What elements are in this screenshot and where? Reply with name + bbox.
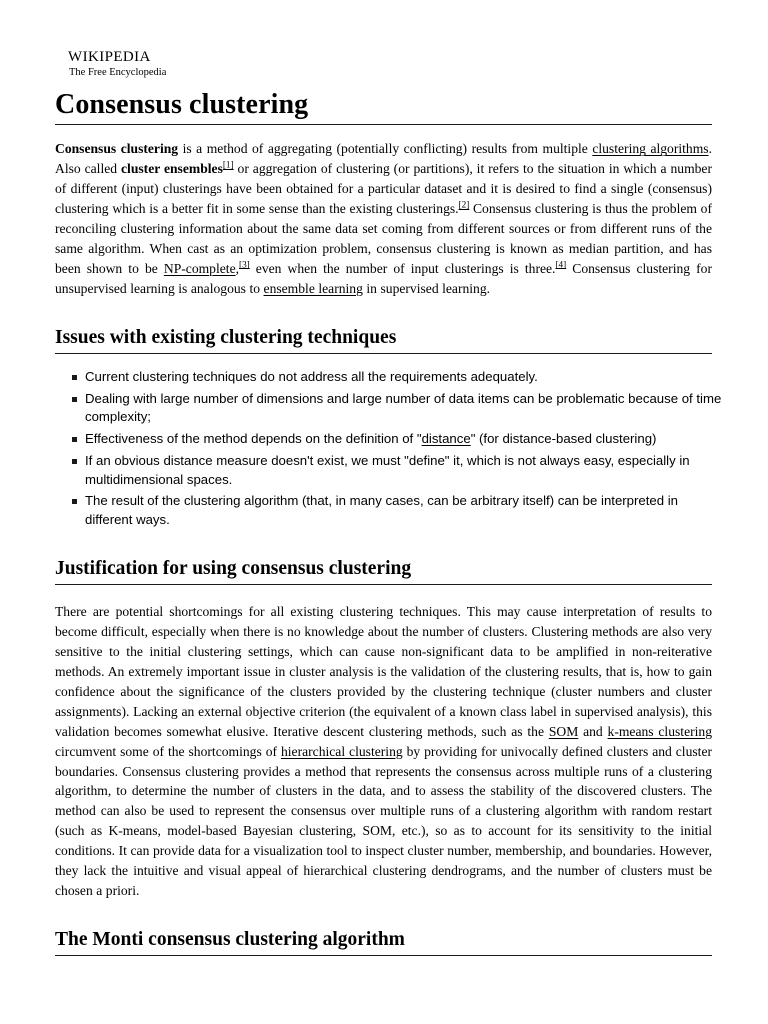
section-heading-issues: Issues with existing clustering techniques — [55, 326, 712, 354]
reference-marker-2[interactable]: [2] — [458, 199, 470, 210]
bullet-text-pre: The result of the clustering algorithm (that, in many cases, can be arbitrary itself) can be interpreted in different ways. — [85, 493, 678, 528]
reference-marker-1[interactable]: [1] — [222, 159, 234, 170]
lead-text-a: is a method of aggregating (potentially conflicting) results from multiple — [178, 141, 593, 157]
bullet-text-pre: Current clustering techniques do not address all the requirements adequately. — [85, 369, 538, 384]
list-item — [85, 368, 725, 387]
justification-text-c: circumvent some of the shortcomings of — [55, 743, 281, 759]
page-title: Consensus clustering — [55, 89, 712, 125]
wikipedia-tagline: The Free Encyclopedia — [69, 66, 167, 78]
lead-term-cluster-ensembles: cluster ensembles — [121, 161, 223, 177]
bullet-text-pre: Dealing with large number of dimensions and large number of data items can be problematic because of time complexity; — [85, 390, 722, 425]
lead-term: Consensus clustering — [55, 141, 179, 157]
link-distance[interactable]: distance — [421, 431, 471, 447]
link-k-means-clustering[interactable]: k-means clustering — [607, 723, 712, 739]
bullet-text-pre: Effectiveness of the method depends on the definition of " — [85, 431, 422, 447]
lead-text-f: even when the number of input clusterings is three. — [249, 260, 556, 276]
lead-text-b: . Also called — [55, 141, 712, 177]
section-heading-justification: Justification for using consensus clustering — [55, 557, 712, 585]
lead-text-d: Consensus clustering is thus the problem of reconciling clustering information about the same data set coming from different sources or from different runs of the same algorithm. When cast as an optimization problem, consensus clustering is known as median partition, and has been shown to be — [55, 201, 712, 276]
bullet-text-pre: If an obvious distance measure doesn't exist, we must "define" it, which is not always easy, especially in multidimensional spaces. — [85, 452, 690, 487]
wikipedia-wordmark: wikipedia — [68, 42, 151, 66]
link-som[interactable]: SOM — [548, 723, 579, 739]
lead-text-e: , — [235, 260, 240, 276]
link-hierarchical-clustering[interactable]: hierarchical clustering — [280, 743, 403, 759]
reference-marker-3[interactable]: [3] — [239, 259, 250, 270]
list-item — [85, 390, 725, 427]
lead-text-c: or aggregation of clustering (or partitions), it refers to the situation in which a number of different (input) clusterings have been obtained for a particular dataset and it is desired to find a single (consensus) clustering which is a better fit in some sense than the existing clusterings. — [55, 161, 712, 217]
justification-text-b: and — [578, 723, 608, 739]
justification-text-d: by providing for univocally defined clusters and cluster boundaries. Consensus clustering provides a method that represents the consensus across multiple runs of a clustering algorithm, to determine the number of clusters in the data, and to assess the stability of the discovered clusters. The method can also be used to represent the consensus over multiple runs of a clustering algorithm with random restart (such as K-means, model-based Bayesian clustering, SOM, etc.), so as to account for its sensitivity to the initial conditions. It can provide data for a visualization tool to inspect cluster number, membership, and boundaries. However, they lack the intuitive and visual appeal of hierarchical clustering dendrograms, and the number of clusters must be chosen a priori. — [55, 743, 713, 898]
lead-paragraph — [55, 139, 712, 298]
list-item — [85, 492, 725, 529]
lead-text-g: Consensus clustering for unsupervised learning is analogous to — [55, 260, 713, 296]
reference-marker-4[interactable]: [4] — [555, 259, 567, 270]
article-content-column — [55, 0, 722, 956]
justification-paragraph — [55, 602, 712, 901]
link-ensemble-learning[interactable]: ensemble learning — [263, 280, 363, 296]
list-item — [85, 430, 725, 449]
link-np-complete[interactable]: NP-complete — [163, 260, 236, 276]
justification-text-a: There are potential shortcomings for all existing clustering techniques. This may cause interpretation of results to become difficult, especially when there is no knowledge about the number of clusters. Clustering methods are also very sensitive to the initial clustering settings, which can cause non-significant data to be amplified in non-reiterative methods. An extremely important issue in cluster analysis is the validation of the clustering results, that is, how to gain confidence about the significance of the clusters provided by the clustering technique (cluster numbers and cluster assignments). Lacking an external objective criterion (the equivalent of a known class label in supervised analysis), this validation becomes somewhat elusive. Iterative descent clustering methods, such as the — [55, 604, 712, 739]
lead-text-h: in supervised learning. — [362, 280, 491, 296]
section-heading-monti: The Monti consensus clustering algorithm — [55, 928, 712, 956]
link-clustering-algorithms[interactable]: clustering algorithms — [592, 141, 709, 157]
issues-bullet-list — [55, 368, 725, 530]
wikipedia-logo — [68, 44, 713, 78]
list-item — [85, 452, 725, 489]
bullet-text-post: " (for distance-based clustering) — [470, 431, 657, 447]
